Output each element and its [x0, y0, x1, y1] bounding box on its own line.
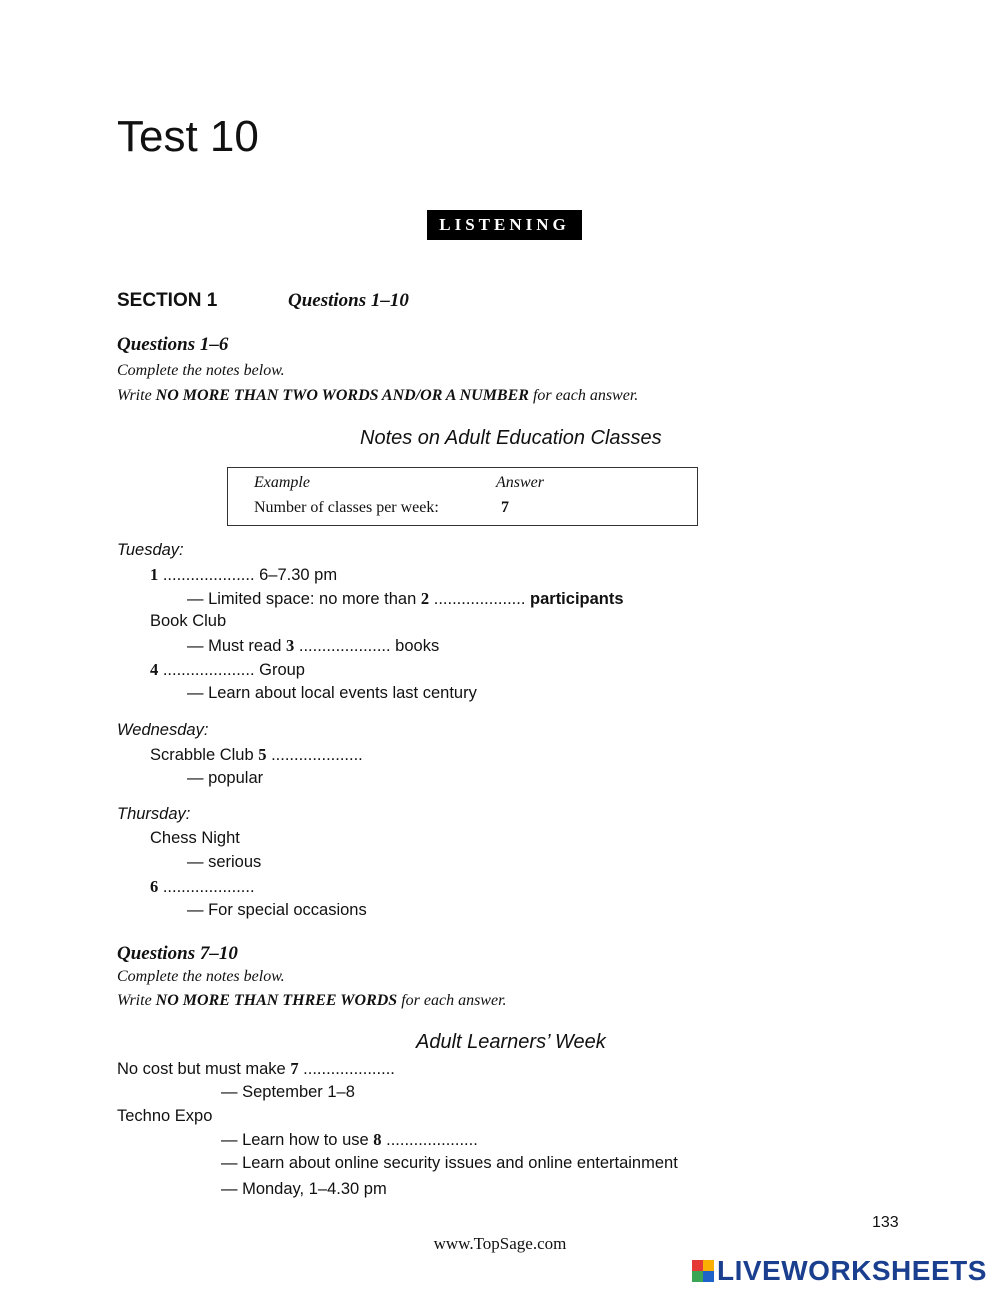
question-number-4: 4	[150, 660, 159, 679]
question-7-text: No cost but must make	[117, 1060, 286, 1078]
day-tuesday: Tuesday:	[117, 541, 184, 559]
questions-1-6-heading: Questions 1–6	[117, 334, 229, 355]
example-answer: 7	[501, 499, 509, 516]
special-occasions-line: — For special occasions	[187, 901, 367, 919]
answer-blank-5[interactable]: ....................	[271, 746, 363, 764]
question-number-6: 6	[150, 877, 159, 896]
instruction-post: for each answer.	[528, 387, 639, 404]
notes-title-2: Adult Learners’ Week	[416, 1031, 606, 1053]
question-number-3: 3	[286, 636, 295, 655]
instruction-post-2: for each answer.	[397, 992, 507, 1009]
question-3-post: books	[395, 637, 440, 655]
notes-title: Notes on Adult Education Classes	[360, 427, 662, 449]
question-6-line	[150, 877, 255, 897]
question-1-line	[150, 565, 337, 585]
section-label: SECTION 1	[117, 290, 218, 311]
question-8-line	[221, 1130, 478, 1150]
day-wednesday: Wednesday:	[117, 721, 209, 739]
instruction-complete-notes: Complete the notes below.	[117, 362, 285, 379]
instruction-limit: NO MORE THAN TWO WORDS AND/OR A NUMBER	[155, 387, 529, 404]
listening-banner: LISTENING	[427, 210, 582, 240]
page-number: 133	[872, 1214, 899, 1231]
instruction-pre-2: Write	[117, 992, 156, 1009]
question-3-line	[187, 636, 439, 656]
answer-blank-1[interactable]: ....................	[162, 566, 255, 584]
answer-blank-4[interactable]: ....................	[162, 661, 255, 679]
instruction-pre: Write	[117, 387, 156, 404]
question-number-5: 5	[258, 745, 267, 764]
brand-name: LIVEWORKSHEETS	[717, 1255, 987, 1286]
question-number-2: 2	[420, 589, 430, 608]
question-8-text: — Learn how to use	[221, 1131, 369, 1149]
logo-square-red	[692, 1260, 703, 1271]
september-line: — September 1–8	[221, 1083, 355, 1101]
instruction-limit-2: NO MORE THAN THREE WORDS	[155, 992, 398, 1009]
example-label: Example	[254, 474, 310, 491]
popular-line: — popular	[187, 769, 264, 787]
instruction-word-limit	[117, 387, 638, 405]
logo-square-blue	[703, 1271, 714, 1282]
liveworksheets-mark-icon	[692, 1260, 714, 1282]
question-2-line	[187, 589, 624, 609]
techno-expo-label: Techno Expo	[117, 1107, 213, 1125]
local-events-line: — Learn about local events last century	[187, 684, 477, 702]
monday-line: — Monday, 1–4.30 pm	[221, 1180, 387, 1198]
instruction-word-limit-2	[117, 992, 507, 1010]
question-4-line	[150, 660, 305, 680]
question-number-8: 8	[373, 1130, 382, 1149]
page-title: Test 10	[117, 112, 259, 161]
answer-label: Answer	[496, 474, 544, 491]
answer-blank-8[interactable]: ....................	[386, 1131, 478, 1149]
logo-square-yellow	[703, 1260, 714, 1271]
answer-blank-7[interactable]: ....................	[303, 1060, 395, 1078]
answer-blank-2[interactable]: ....................	[433, 590, 526, 608]
question-7-line	[117, 1059, 395, 1079]
book-club-label: Book Club	[150, 612, 227, 630]
example-question: Number of classes per week:	[254, 499, 439, 516]
footer-url[interactable]: www.TopSage.com	[433, 1234, 567, 1253]
logo-square-green	[692, 1271, 703, 1282]
scrabble-club-label: Scrabble Club	[150, 746, 254, 764]
instruction-complete-notes-2: Complete the notes below.	[117, 968, 285, 985]
answer-blank-3[interactable]: ....................	[298, 637, 391, 655]
section-questions-range: Questions 1–10	[288, 290, 409, 311]
question-2-text: — Limited space: no more than	[187, 590, 417, 608]
serious-line: — serious	[187, 853, 262, 871]
questions-7-10-heading: Questions 7–10	[117, 943, 238, 964]
question-3-pre: — Must read	[187, 637, 282, 655]
question-1-text: 6–7.30 pm	[259, 566, 338, 584]
question-number-7: 7	[290, 1059, 299, 1078]
answer-blank-6[interactable]: ....................	[162, 878, 255, 896]
question-number-1: 1	[150, 565, 159, 584]
example-box	[227, 467, 698, 526]
question-4-text: Group	[259, 661, 305, 679]
chess-night-label: Chess Night	[150, 829, 240, 847]
participants-word: participants	[530, 590, 624, 608]
day-thursday: Thursday:	[117, 805, 191, 823]
question-5-line	[150, 745, 363, 765]
online-security-line: — Learn about online security issues and online entertainment	[221, 1154, 678, 1172]
liveworksheets-logo[interactable]	[692, 1256, 987, 1286]
